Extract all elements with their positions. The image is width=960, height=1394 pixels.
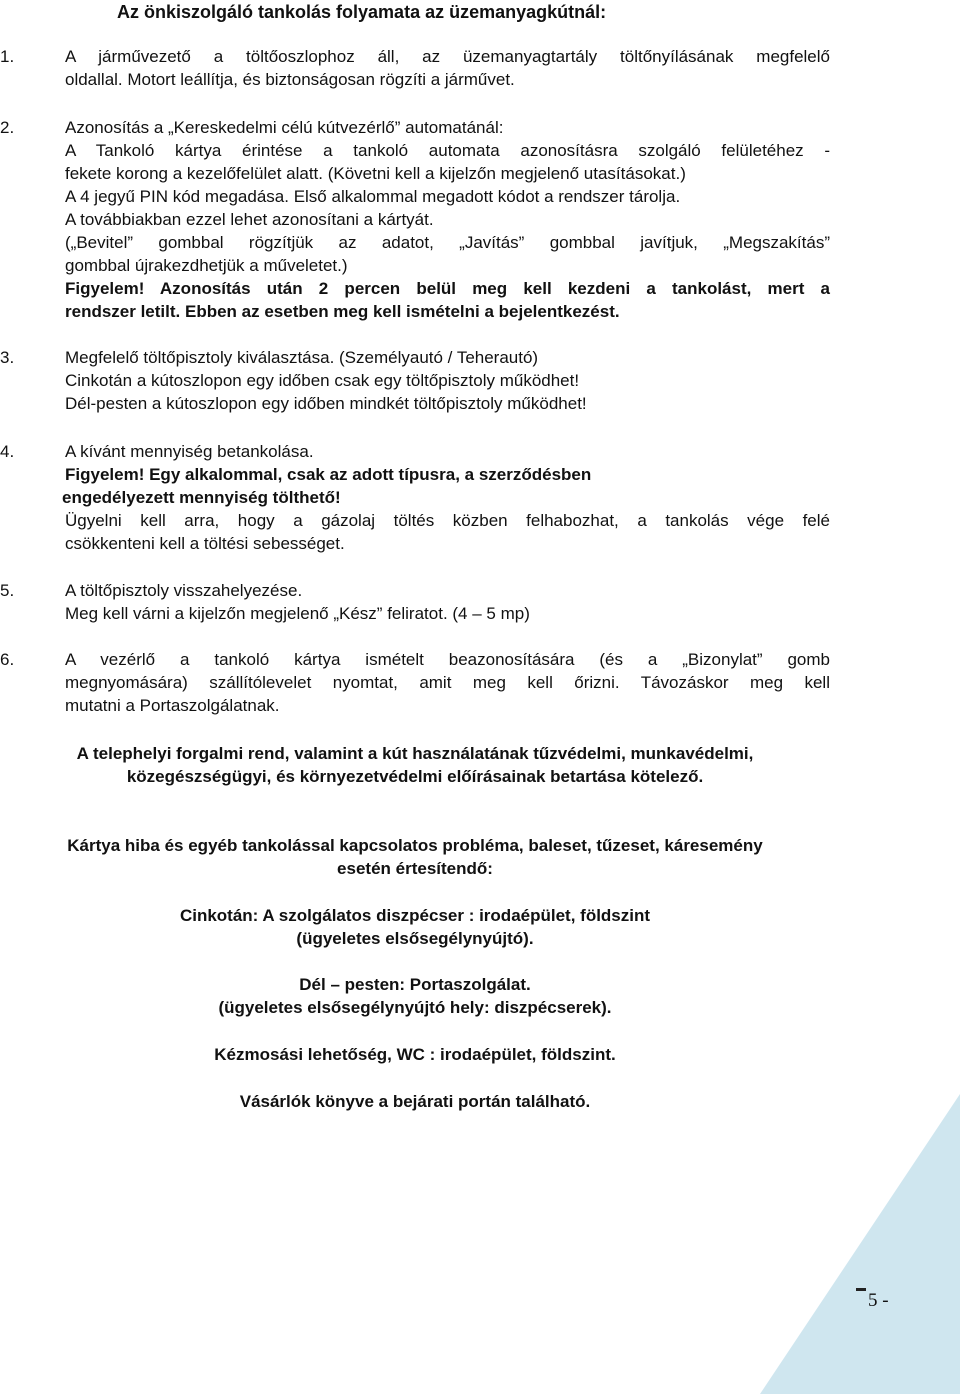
step-text: csökkenteni kell a töltési sebességet. <box>65 534 345 553</box>
page-title: Az önkiszolgáló tankolás folyamata az üzemanyagkútnál: <box>117 2 607 22</box>
safety-notice <box>0 742 830 788</box>
warning-label: Figyelem! <box>65 465 145 484</box>
step-text: Dél-pesten a kútoszlopon egy időben mindkét töltőpisztoly működhet! <box>65 394 587 413</box>
delpest-contact <box>0 973 830 1019</box>
step-3 <box>0 346 830 415</box>
step-text: A 4 jegyű PIN kód megadása. Első alkalommal megadott kódot a rendszer tárolja. <box>65 187 681 206</box>
step-text: megnyomására) szállítólevelet nyomtat, amit meg kell őrizni. Távozáskor meg kell <box>65 673 830 692</box>
step-2 <box>0 116 830 323</box>
contact-heading-line: Kártya hiba és egyéb tankolással kapcsolatos probléma, baleset, tűzeset, káresemény <box>67 836 763 855</box>
delpest-line: (ügyeletes elsősegélynyújtó hely: diszpécserek). <box>218 998 612 1017</box>
warning-label: Figyelem! <box>65 279 145 298</box>
step-number: 2. <box>0 118 15 137</box>
step-text: Azonosítás a „Kereskedelmi célú kútvezérlő” automatánál: <box>65 118 504 137</box>
cinkota-line: (ügyeletes elsősegélynyújtó). <box>296 929 534 948</box>
step-text: A töltőpisztoly visszahelyezése. <box>65 581 303 600</box>
decorative-corner-triangle <box>760 1094 960 1394</box>
step-number: 5. <box>0 581 15 600</box>
warning-text: rendszer letilt. Ebben az esetben meg kell ismételni a bejelentkezést. <box>65 302 620 321</box>
cinkota-line: Cinkotán: A szolgálatos diszpécser : irodaépület, földszint <box>179 906 651 925</box>
step-text: A járművezető a töltőoszlophoz áll, az üzemanyagtartály töltőnyílásának megfelelő <box>65 47 830 66</box>
step-text: gombbal újrakezdhetjük a műveletet.) <box>65 256 348 275</box>
step-text: A Tankoló kártya érintése a tankoló automata azonosításra szolgáló felületéhez - <box>65 141 830 160</box>
step-text: mutatni a Portaszolgálatnak. <box>65 696 280 715</box>
warning-text: Egy alkalommal, csak az adott típusra, a szerződésben <box>149 465 592 484</box>
step-text: Meg kell várni a kijelzőn megjelenő „Kész” feliratot. (4 – 5 mp) <box>65 604 530 623</box>
complaints-book-info: Vásárlók könyve a bejárati portán található. <box>239 1092 591 1111</box>
step-number: 1. <box>0 47 15 66</box>
page-number-dash <box>856 1288 866 1291</box>
step-text: oldallal. Motort leállítja, és biztonságosan rögzíti a járművet. <box>65 70 515 89</box>
contact-heading-line: esetén értesítendő: <box>337 859 493 878</box>
step-text: („Bevitel” gombbal rögzítjük az adatot, „Javítás” gombbal javítjuk, „Megszakítás” <box>65 233 830 252</box>
step-6 <box>0 648 830 717</box>
step-text: A kívánt mennyiség betankolása. <box>65 442 314 461</box>
step-text: Megfelelő töltőpisztoly kiválasztása. (Személyautó / Teherautó) <box>65 348 539 367</box>
page-number: 5 - <box>868 1290 889 1311</box>
step-number: 3. <box>0 348 15 367</box>
delpest-line: Dél – pesten: Portaszolgálat. <box>299 975 531 994</box>
step-1 <box>0 45 830 91</box>
step-4 <box>0 440 830 555</box>
warning-text: Azonosítás után 2 percen belül meg kell kezdeni a tankolást, mert a <box>159 279 830 298</box>
step-text: Ügyelni kell arra, hogy a gázolaj töltés közben felhabozhat, a tankolás vége felé <box>65 511 830 530</box>
contact-heading <box>0 834 830 880</box>
step-text: A továbbiakban ezzel lehet azonosítani a kártyát. <box>65 210 434 229</box>
step-text: A vezérlő a tankoló kártya ismételt beazonosítására (és a „Bizonylat” gomb <box>65 650 830 669</box>
notice-line: közegészségügyi, és környezetvédelmi előírásainak betartása kötelező. <box>126 767 704 786</box>
facilities-info: Kézmosási lehetőség, WC : irodaépület, földszint. <box>214 1045 616 1064</box>
step-number: 6. <box>0 650 15 669</box>
step-5 <box>0 579 830 625</box>
notice-line: A telephelyi forgalmi rend, valamint a kút használatának tűzvédelmi, munkavédelmi, <box>76 744 754 763</box>
step-number: 4. <box>0 442 15 461</box>
step-text: Cinkotán a kútoszlopon egy időben csak egy töltőpisztoly működhet! <box>65 371 580 390</box>
warning-text: engedélyezett mennyiség tölthető! <box>62 488 341 507</box>
cinkota-contact <box>0 904 830 950</box>
step-text: fekete korong a kezelőfelület alatt. (Követni kell a kijelzőn megjelenő utasításokat.) <box>65 164 686 183</box>
